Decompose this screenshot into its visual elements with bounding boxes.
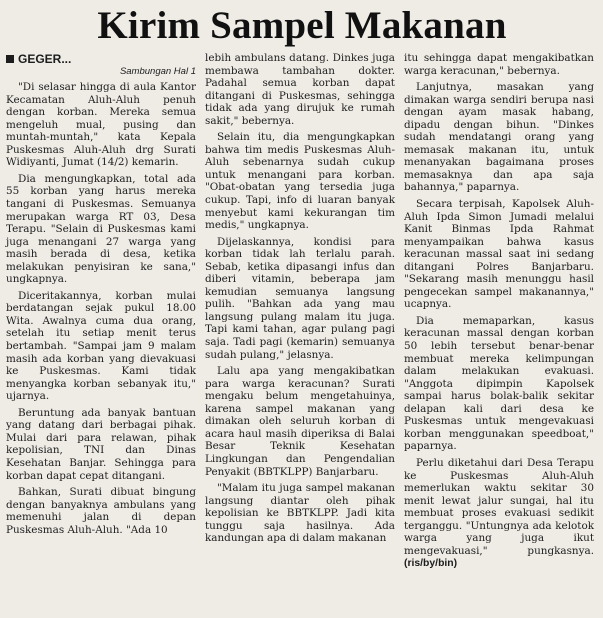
- paragraph: Dia memaparkan, kasus keracunan massal dengan korban 50 lebih tersebut benar-benar membuat mereka kelimpungan dalam melakukan evakuasi. "Anggota dipimpin Kapolsek sampai harus bolak-balik sekitar delapan kali dari desa ke Puskesmas untuk mengevakuasi korban menggunakan speedboat," paparnya.: [404, 314, 594, 453]
- paragraph: Lanjutnya, masakan yang dimakan warga sendiri berupa nasi dengan ayam masak habang, dipadu dengan bihun. "Dinkes sudah mendatangi orang yang memasak makanan itu, untuk menanyakan bagaimana proses memasaknya dan apa saja bahannya," paparnya.: [404, 81, 594, 194]
- paragraph-text: Perlu diketahui dari Desa Terapu ke Puskesmas Aluh-Aluh memerlukan waktu sekitar 30 menit lewat jalur sungai, hal itu membuat proses evakuasi sedikit terganggu. "Untungnya ada kelotok warga yang juga ikut mengevakuasi," pungkasnya.: [404, 456, 594, 557]
- square-bullet-icon: [6, 55, 14, 63]
- column-2: [205, 52, 395, 575]
- kicker: [6, 53, 196, 66]
- headline: Kirim Sampel Makanan: [97, 4, 507, 47]
- paragraph: Beruntung ada banyak bantuan yang datang dari berbagai pihak. Mulai dari para relawan, pihak kepolisian, TNI dan Dinas Kesehatan Banjar. Sehingga para korban dapat cepat ditangani.: [6, 406, 196, 482]
- paragraph: Lalu apa yang mengakibatkan para warga keracunan? Surati mengaku belum mengetahuinya, karena sampel makanan yang dimakan oleh seluruh korban di acara haul masih diperiksa di Balai Besar Teknik Kesehatan Lingkungan dan Pengendalian Penyakit (BBTKLPP) Banjarbaru.: [205, 365, 395, 478]
- paragraph: "Di selasar hingga di aula Kantor Kecamatan Aluh-Aluh penuh dengan korban. Mereka semua mengeluh mual, pusing dan muntah-muntah," kata Kepala Puskesmas Aluh-Aluh drg Surati Widiyanti, Jumat (14/2) kemarin.: [6, 81, 196, 169]
- paragraph: "Malam itu juga sampel makanan langsung diantar oleh pihak kepolisian ke BBTKLPP. Jadi kita tunggu saja hasilnya. Ada kandungan apa di dalam makanan: [205, 482, 395, 545]
- paragraph: Bahkan, Surati dibuat bingung dengan banyaknya ambulans yang memenuhi jalan di depan Puskesmas Aluh-Aluh. "Ada 10: [6, 486, 196, 536]
- kicker-text: GEGER...: [18, 52, 72, 66]
- column-1: [6, 52, 196, 575]
- byline: (ris/by/bin): [404, 558, 458, 570]
- paragraph: Secara terpisah, Kapolsek Aluh-Aluh Ipda Simon Jumadi melalui Kanit Binmas Ipda Rahmat menyampaikan bahwa kasus keracunan massal saat ini sedang ditangani Polres Banjarbaru. "Sekarang masih menunggu hasil pengecekan sampel makanannya," ucapnya.: [404, 198, 594, 311]
- column-3: [404, 52, 594, 575]
- paragraph: Diceritakannya, korban mulai berdatangan sejak pukul 18.00 Wita. Awalnya cuma dua orang, setelah itu setiap menit terus bertambah. "Sampai jam 9 malam masih ada korban yang dievakuasi ke Puskesmas. Kami tidak menyangka korban sebanyak itu," ujarnya.: [6, 289, 196, 403]
- paragraph: Selain itu, dia mengungkapkan bahwa tim medis Puskesmas Aluh-Aluh sebenarnya sudah cukup untuk menangani para korban. "Obat-obatan yang tersedia juga cukup. Tapi, info di luaran banyak menyebut kami kekurangan tim medis," ungkapnya.: [205, 131, 395, 232]
- paragraph: itu sehingga dapat mengakibatkan warga keracunan," bebernya.: [404, 52, 594, 77]
- paragraph: Dia mengungkapkan, total ada 55 korban yang harus mereka tangani di Puskesmas. Semuanya merupakan warga RT 03, Desa Terapu. "Selain di Puskesmas kami juga menangani 27 warga yang masih berada di desa, ketika melakukan penyisiran ke sana," ungkapnya.: [6, 172, 196, 286]
- last-paragraph: [404, 457, 594, 571]
- paragraph: Dijelaskannya, kondisi para korban tidak lah terlalu parah. Sebab, ketika dipasangi infus dan diberi vitamin, beberapa jam kemudian semuanya langsung pulih. "Bahkan ada yang mau langsung pulang malam itu juga. Tapi kami tahan, agar pulang pagi saja. Tadi pagi (kemarin) semuanya sudah pulang," jelasnya.: [205, 235, 395, 361]
- continuation-note: Sambungan Hal 1: [119, 65, 196, 77]
- article-columns: [6, 52, 598, 575]
- paragraph: lebih ambulans datang. Dinkes juga membawa tambahan dokter. Padahal semua korban dapat ditangani di Puskesmas, sehingga tidak ada yang dirujuk ke rumah sakit," bebernya.: [205, 52, 395, 127]
